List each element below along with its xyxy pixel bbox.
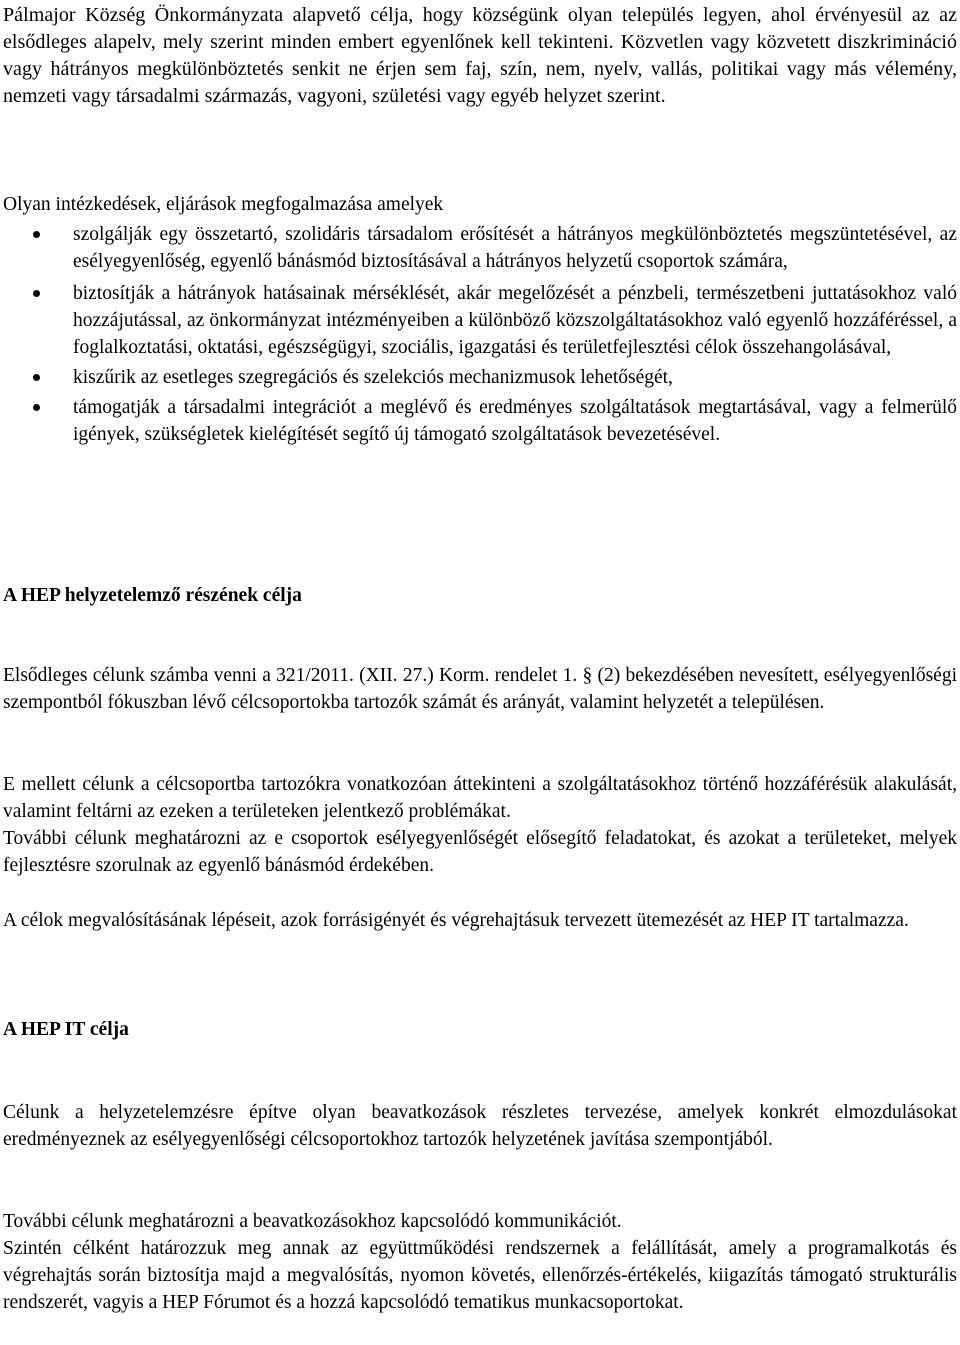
measures-lead: Olyan intézkedések, eljárások megfogalmazása amelyek: [3, 194, 444, 215]
section1-paragraph-4: A célok megvalósításának lépéseit, azok forrásigényét és végrehajtásuk tervezett ütemezését az HEP IT tartalmazza.: [3, 910, 909, 931]
bullet-icon: [33, 404, 40, 411]
section-heading-hep-it: A HEP IT célja: [3, 1019, 129, 1040]
intro-paragraph: Pálmajor Község Önkormányzata alapvető célja, hogy községünk olyan település legyen, ahol érvényesül az az elsődleges alapelv, mely szerint minden embert egyenlőnek kell tekinteni. Közvetlen vagy közvetett diszkrimináció vagy hátrányos megkülönböztetés senkit ne érjen sem faj, szín, nem, nyelv, vallás, politikai vagy más vélemény, nemzeti vagy társadalmi származás, vagyoni, születési vagy egyéb helyzet szerint.: [3, 4, 957, 107]
list-item: [3, 280, 957, 361]
list-item-text: támogatják a társadalmi integrációt a meglévő és eredményes szolgáltatások megtartásával, vagy a felmerülő igények, szükségletek kielégítését segítő új támogató szolgáltatások bevezetésével.: [73, 397, 957, 445]
list-item-text: kiszűrik az esetleges szegregációs és szelekciós mechanizmusok lehetőségét,: [73, 367, 673, 388]
list-item: [3, 394, 957, 448]
section1-paragraph-3: További célunk meghatározni az e csoportok esélyegyenlőségét elősegítő feladatokat, és azokat a területeket, melyek fejlesztésre szorulnak az egyenlő bánásmód érdekében.: [3, 828, 957, 876]
list-item: [3, 364, 957, 391]
bullet-icon: [33, 231, 40, 238]
bullet-icon: [33, 374, 40, 381]
section2-paragraph-2: További célunk meghatározni a beavatkozásokhoz kapcsolódó kommunikációt.: [3, 1211, 622, 1232]
bullet-icon: [33, 290, 40, 297]
section2-paragraph-1: Célunk a helyzetelemzésre építve olyan beavatkozások részletes tervezése, amelyek konkrét elmozdulásokat eredményeznek az esélyegyenlőségi célcsoportokhoz tartozók helyzetének javítása szempontjából.: [3, 1102, 957, 1150]
section1-paragraph-1: Elsődleges célunk számba venni a 321/2011. (XII. 27.) Korm. rendelet 1. § (2) bekezdésében nevesített, esélyegyenlőségi szempontból fókuszban lévő célcsoportokba tartozók számát és arányát, valamint helyzetét a településen.: [3, 665, 957, 713]
measures-list: [3, 221, 957, 448]
section2-paragraph-3: Szintén célként határozzuk meg annak az együttműködési rendszernek a felállítását, amely a programalkotás és végrehajtás során biztosítja majd a megvalósítás, nyomon követés, ellenőrzés-értékelés, kiigazítás támogató strukturális rendszerét, vagyis a HEP Fórumot és a hozzá kapcsolódó tematikus munkacsoportokat.: [3, 1238, 957, 1313]
section1-paragraph-2: E mellett célunk a célcsoportba tartozókra vonatkozóan áttekinteni a szolgáltatásokhoz történő hozzáférésük alakulását, valamint feltárni az ezeken a területeken jelentkező problémákat.: [3, 774, 957, 822]
list-item-text: szolgálják egy összetartó, szolidáris társadalom erősítését a hátrányos megkülönböztetés megszüntetésével, az esélyegyenlőség, egyenlő bánásmód biztosításával a hátrányos helyzetű csoportok számára,: [73, 224, 957, 272]
list-item: [3, 221, 957, 275]
list-item-text: biztosítják a hátrányok hatásainak mérséklését, akár megelőzését a pénzbeli, természetbeni juttatásokhoz való hozzájutással, az önkormányzat intézményeiben a különböző közszolgáltatásokhoz való egyenlő hozzáféréssel, a foglalkoztatási, oktatási, egészségügyi, szociális, igazgatási és területfejlesztési célok összehangolásával,: [73, 283, 957, 358]
section-heading-hep-analysis: A HEP helyzetelemző részének célja: [3, 585, 302, 606]
